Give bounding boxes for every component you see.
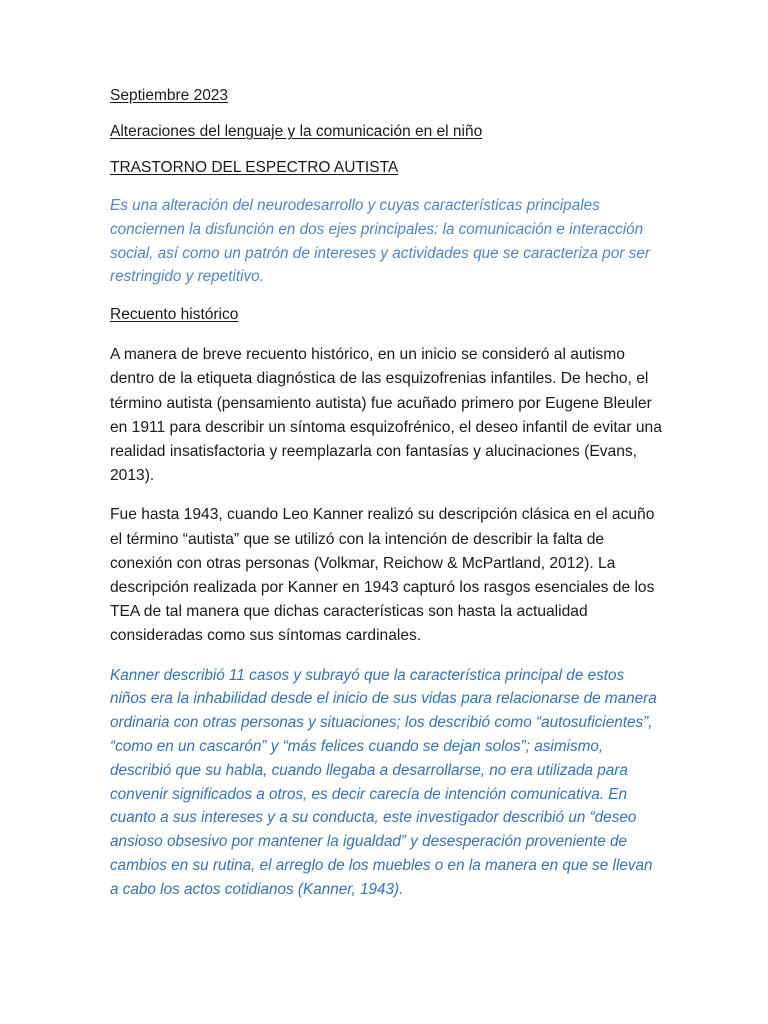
history-heading: Recuento histórico <box>110 306 239 324</box>
definition-paragraph: Es una alteración del neurodesarrollo y cuyas características principales conciernen la disfunción en dos ejes principales: la comunicación e interacción social, así como un patrón de intereses y actividades que se caracteriza por ser restringido y repetitivo. <box>110 197 650 286</box>
course-title: Alteraciones del lenguaje y la comunicación en el niño <box>110 123 483 140</box>
document-page <box>110 86 662 902</box>
history-paragraph-1: A manera de breve recuento histórico, en un inicio se consideró al autismo dentro de la etiqueta diagnóstica de las esquizofrenias infantiles. De hecho, el término autista (pensamiento autista) fue acuñado primero por Eugene Bleuler en 1911 para describir un síntoma esquizofrénico, el deseo infantil de evitar una realidad insatisfactoria y reemplazarla con fantasías y alucinaciones (Evans, 2013). <box>110 346 662 485</box>
document-date: Septiembre 2023 <box>110 87 229 104</box>
history-paragraph-2: Fue hasta 1943, cuando Leo Kanner realizó su descripción clásica en el acuño el término “autista” que se utilizó con la intención de describir la falta de conexión con otras personas (Volkmar, Reichow & McPartland, 2012). La descripción realizada por Kanner en 1943 capturó los rasgos esenciales de los TEA de tal manera que dichas características son hasta la actualidad consideradas como sus síntomas cardinales. <box>110 506 655 645</box>
topic-title: TRASTORNO DEL ESPECTRO AUTISTA <box>110 159 399 176</box>
kanner-paragraph: Kanner describió 11 casos y subrayó que la característica principal de estos niños era la inhabilidad desde el inicio de sus vidas para relacionarse de manera ordinaria con otras personas y situaciones; los describió como “autosuficientes”, “como en un cascarón” y “más felices cuando se dejan solos”; asimismo, describió que su habla, cuando llegaba a desarrollarse, no era utilizada para convenir significados a otros, es decir carecía de intención comunicativa. En cuanto a sus intereses y a su conducta, este investigador describió un “deseo ansioso obsesivo por mantener la igualdad” y desesperación proveniente de cambios en su rutina, el arreglo de los muebles o en la manera en que se llevan a cabo los actos cotidianos (Kanner, 1943). <box>110 666 657 898</box>
